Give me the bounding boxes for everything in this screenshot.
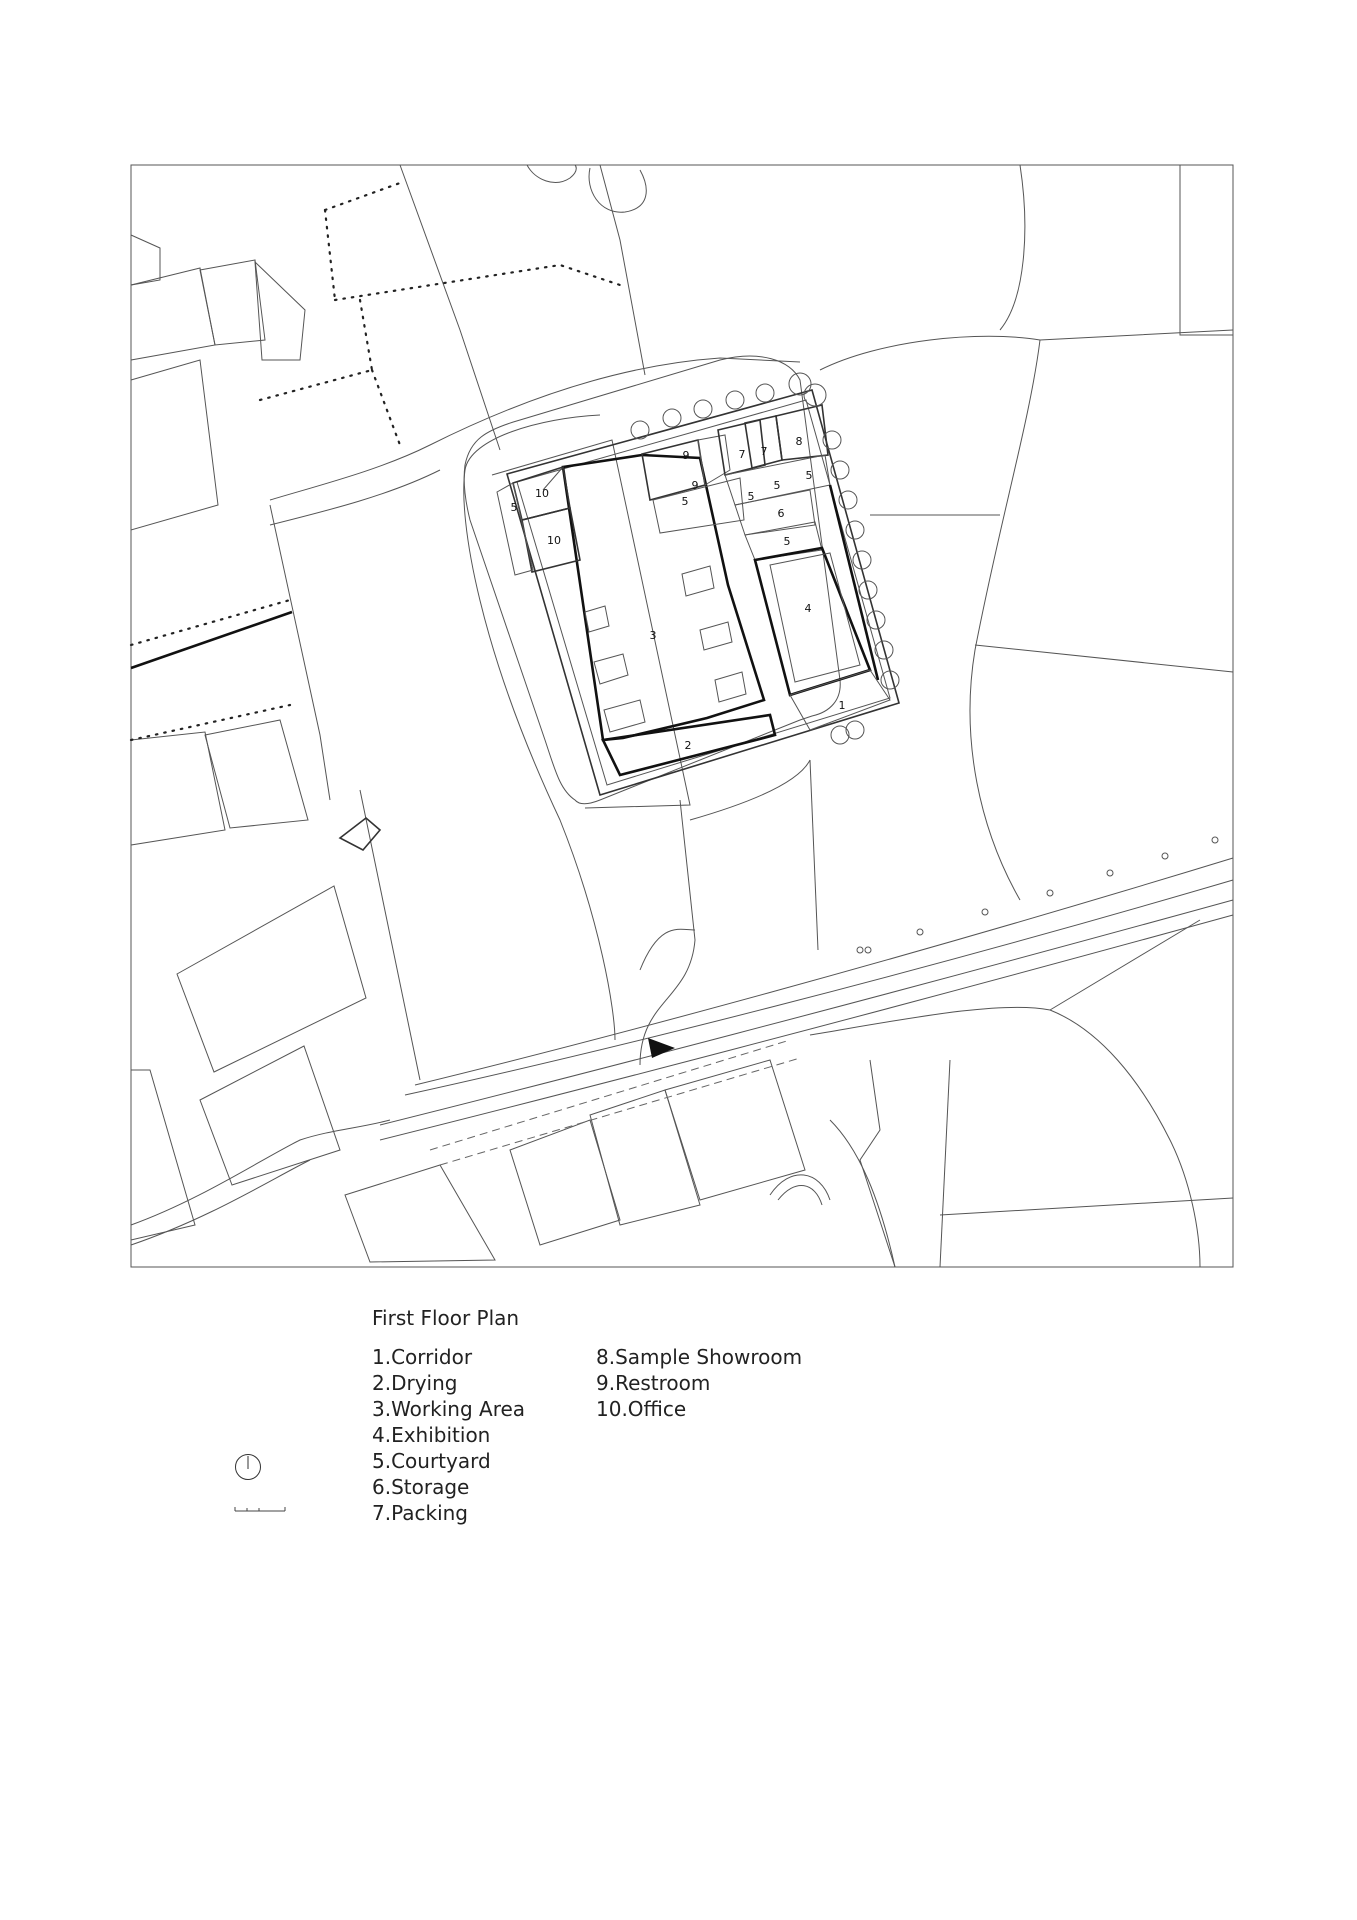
room-label: 8: [795, 435, 803, 448]
site-context: [131, 165, 1233, 1267]
legend-item: 1.Corridor: [372, 1345, 473, 1369]
legend-column: [596, 1344, 802, 1422]
room-label: 7: [760, 445, 768, 458]
room-label: 5: [681, 495, 689, 508]
drawing-frame: [131, 165, 1233, 1267]
legend-item: 7.Packing: [372, 1501, 469, 1525]
room-label: 3: [649, 629, 657, 642]
legend-item: 8.Sample Showroom: [596, 1345, 803, 1369]
room-label: 1: [838, 699, 846, 712]
legend-item: 2.Drying: [372, 1371, 458, 1395]
north-arrow-icon: [234, 1453, 262, 1481]
legend-item: 3.Working Area: [372, 1397, 526, 1421]
building-complex: [464, 356, 899, 808]
room-label: 5: [783, 535, 791, 548]
legend-item: 6.Storage: [372, 1475, 470, 1499]
room-label: 9: [682, 449, 690, 462]
room-label: 5: [805, 469, 813, 482]
room-label: 10: [535, 487, 549, 500]
room-label: 5: [510, 501, 518, 514]
room-label: 6: [777, 507, 785, 520]
room-label: 10: [547, 534, 561, 547]
scale-bar-icon: [234, 1502, 286, 1514]
legend-item: 5.Courtyard: [372, 1449, 491, 1473]
legend-item: 9.Restroom: [596, 1371, 711, 1395]
drawing-title: First Floor Plan: [372, 1306, 520, 1330]
room-label: 4: [804, 602, 812, 615]
entrance-arrow-icon: [648, 1038, 675, 1058]
legend-column: [372, 1344, 525, 1526]
legend-item: 4.Exhibition: [372, 1423, 491, 1447]
room-label: 2: [684, 739, 692, 752]
legend-item: 10.Office: [596, 1397, 687, 1421]
room-label: 5: [747, 490, 755, 503]
room-label: 9: [691, 479, 699, 492]
room-label: 5: [773, 479, 781, 492]
room-label: 7: [738, 448, 746, 461]
